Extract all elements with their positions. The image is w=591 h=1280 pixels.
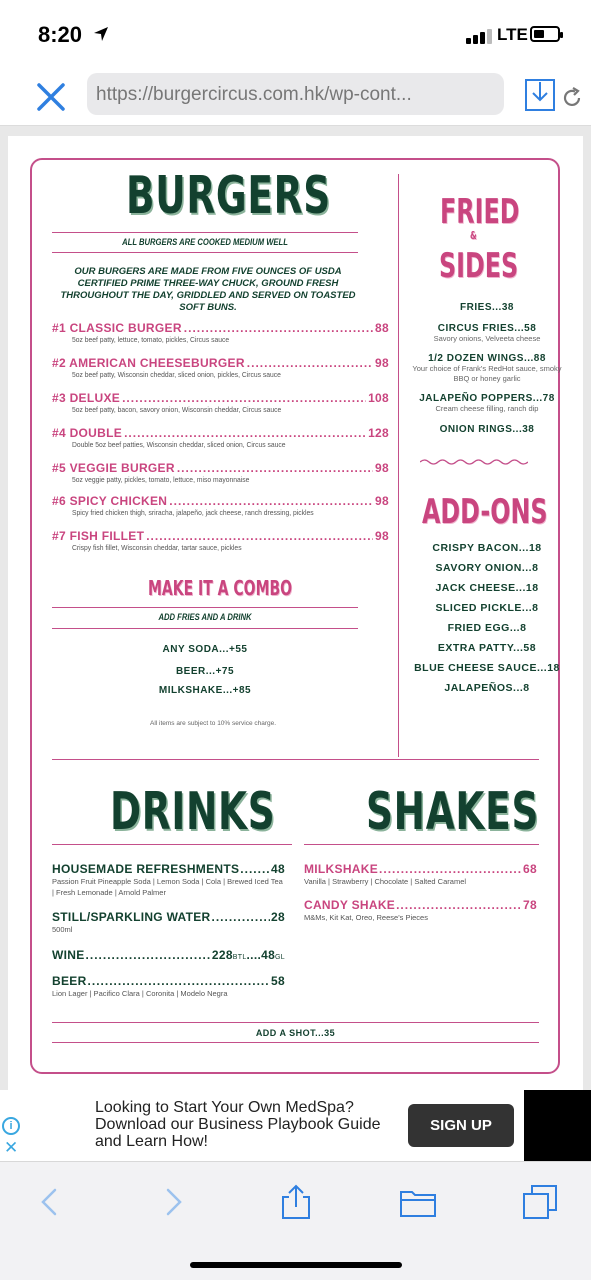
item-name: #2 AMERICAN CHEESEBURGER [52, 356, 245, 370]
drink-price: 228 [211, 948, 233, 962]
battery-icon [530, 26, 560, 42]
url-field[interactable] [87, 73, 504, 115]
shake-name: CANDY SHAKE [304, 898, 396, 912]
menu-document [8, 136, 583, 1090]
combo-item: MILKSHAKE...+85 [158, 685, 252, 696]
item-price: 98 [375, 356, 389, 370]
item-desc: 5oz beef patty, Wisconsin cheddar, sliced onion, pickles, Circus sauce [72, 370, 281, 379]
combo-subtitle: ADD FRIES AND A DRINK [158, 612, 252, 622]
addon-item: SLICED PICKLE...8 [435, 602, 539, 614]
side-item [412, 353, 562, 384]
side-name: 1/2 DOZEN WINGS...88 [428, 353, 546, 364]
item-desc: Spicy fried chicken thigh, sriracha, jalapeño, jack cheese, ranch dressing, pickles [72, 508, 314, 517]
addons-title: ADD-ONS [422, 492, 548, 532]
addon-item: JACK CHEESE...18 [435, 582, 539, 594]
ad-controls [0, 1090, 67, 1161]
drink-name: STILL/SPARKLING WATER [52, 910, 211, 924]
addon-item: CRISPY BACON...18 [432, 542, 542, 554]
burgers-title: BURGERS [126, 166, 331, 226]
close-ad-icon[interactable]: ✕ [4, 1138, 19, 1157]
item-price: 98 [375, 529, 389, 543]
divider [52, 1022, 539, 1023]
url-text: https://burgercircus.com.hk/wp-cont... [96, 84, 412, 105]
sides-ampersand: & [470, 229, 477, 242]
drink-unit-2: GL [275, 954, 285, 961]
shake-price: 68 [523, 862, 537, 876]
forward-icon[interactable] [153, 1182, 193, 1222]
menu-item [52, 321, 389, 344]
wavy-divider [420, 458, 528, 466]
divider [52, 607, 358, 608]
item-desc: 5oz beef patty, lettuce, tomato, pickles, Circus sauce [72, 335, 230, 344]
location-arrow-icon [93, 26, 109, 42]
divider [52, 628, 358, 629]
sides-title-fried: FRIED [440, 192, 520, 232]
menu-item [52, 461, 389, 484]
drink-desc: Lion Lager | Pacifico Clara | Coronita | Modelo Negra [52, 989, 228, 998]
drink-name: WINE [52, 948, 85, 962]
download-icon[interactable] [524, 76, 556, 112]
menu-item [52, 426, 389, 449]
status-bar [0, 0, 591, 68]
drink-item [52, 862, 285, 898]
side-name: JALAPEÑO POPPERS...78 [419, 393, 555, 404]
item-price: 98 [375, 461, 389, 475]
shake-desc: Vanilla | Strawberry | Chocolate | Salted Caramel [304, 877, 467, 886]
divider [52, 759, 539, 760]
item-name: #6 SPICY CHICKEN [52, 494, 168, 508]
item-desc: Crispy fish fillet, Wisconsin cheddar, tartar sauce, pickles [72, 543, 242, 552]
shake-price: 78 [523, 898, 537, 912]
share-icon[interactable] [276, 1182, 316, 1222]
folder-icon[interactable] [398, 1182, 438, 1222]
tabs-icon[interactable] [520, 1182, 560, 1222]
combo-item: ANY SODA...+55 [162, 644, 248, 655]
drink-price-2: 48 [261, 948, 276, 962]
menu-item [52, 529, 389, 552]
divider [52, 252, 358, 253]
browser-address-bar [0, 68, 591, 126]
addon-item: FRIED EGG...8 [447, 622, 527, 634]
shake-desc: M&Ms, Kit Kat, Oreo, Reese's Pieces [304, 913, 428, 922]
divider [304, 844, 539, 845]
side-item [412, 323, 562, 344]
combo-item: BEER...+75 [175, 666, 235, 677]
drink-item: WINE ..... 228 BTL .... 48 GL [52, 948, 285, 962]
status-time: 8:20 [38, 22, 83, 47]
drink-name: HOUSEMADE REFRESHMENTS [52, 862, 240, 876]
burgers-note: ALL BURGERS ARE COOKED MEDIUM WELL [122, 237, 288, 247]
side-name: ONION RINGS...38 [439, 424, 535, 435]
addon-item: EXTRA PATTY...58 [437, 642, 537, 654]
back-icon[interactable] [30, 1182, 70, 1222]
drink-desc: Passion Fruit Pineapple Soda | Lemon Soda | Cola | Brewed Iced Tea | Fresh Lemonade | Arnold Palmer [52, 877, 283, 897]
ad-banner[interactable] [0, 1090, 591, 1161]
side-desc: Your choice of Frank's RedHot sauce, smoky BBQ or honey garlic [412, 364, 562, 383]
drink-price: 48 [271, 862, 285, 876]
signal-icon [466, 28, 492, 44]
divider [52, 232, 358, 233]
column-divider [398, 174, 399, 757]
divider [52, 1042, 539, 1043]
reload-icon[interactable] [560, 86, 584, 110]
side-item [412, 424, 562, 435]
item-name: #1 CLASSIC BURGER [52, 321, 182, 335]
info-icon[interactable]: i [2, 1117, 20, 1135]
service-note: All items are subject to 10% service charge. [150, 720, 277, 727]
drink-name: BEER [52, 974, 87, 988]
drink-item [52, 910, 285, 935]
home-indicator [190, 1262, 402, 1268]
drink-unit: BTL [232, 954, 247, 961]
item-price: 88 [375, 321, 389, 335]
side-name: FRIES...38 [460, 302, 514, 313]
network-type: LTE [497, 25, 528, 44]
menu-item [52, 356, 389, 379]
shake-name: MILKSHAKE [304, 862, 379, 876]
drink-price: 28 [271, 910, 285, 924]
sign-up-button[interactable]: SIGN UP [408, 1104, 514, 1147]
drinks-title: DRINKS [110, 782, 276, 842]
combo-title: MAKE IT A COMBO [148, 576, 293, 600]
shake-item [304, 898, 537, 923]
menu-item [52, 391, 389, 414]
side-item [412, 302, 562, 313]
sides-title-sides: SIDES [439, 246, 519, 286]
addon-item: BLUE CHEESE SAUCE...18 [414, 662, 560, 674]
drink-price: 58 [271, 974, 285, 988]
item-name: #7 FISH FILLET [52, 529, 145, 543]
addon-item: JALAPEÑOS...8 [444, 682, 530, 694]
side-desc: Cream cheese filling, ranch dip [435, 404, 539, 413]
item-name: #4 DOUBLE [52, 426, 123, 440]
drink-item [52, 974, 285, 999]
item-price: 98 [375, 494, 389, 508]
ad-text: Looking to Start Your Own MedSpa? Download our Business Playbook Guide and Learn How! [95, 1099, 381, 1150]
item-desc: Double 5oz beef patties, Wisconsin cheddar, sliced onion, Circus sauce [72, 440, 286, 449]
side-desc: Savory onions, Velveeta cheese [433, 334, 541, 343]
item-name: #3 DELUXE [52, 391, 121, 405]
menu-item [52, 494, 389, 517]
burgers-intro: OUR BURGERS ARE MADE FROM FIVE OUNCES OF USDA CERTIFIED PRIME THREE-WAY CHUCK, GROUND FRESH THROUGHOUT THE DAY, GRIDDLED AND SERVED ON TOASTED SOFT BUNS. [60, 266, 356, 313]
page-viewport[interactable] [0, 126, 591, 1090]
item-name: #5 VEGGIE BURGER [52, 461, 175, 475]
item-price: 128 [368, 426, 389, 440]
drink-desc: 500ml [52, 925, 73, 934]
item-desc: 5oz veggie patty, pickles, tomato, lettuce, miso mayonnaise [72, 475, 250, 484]
side-item [412, 393, 562, 414]
shakes-title: SHAKES [366, 782, 540, 842]
addon-item: SAVORY ONION...8 [435, 562, 539, 574]
divider [52, 844, 292, 845]
close-icon[interactable] [34, 80, 68, 114]
item-desc: 5oz beef patty, bacon, savory onion, Wisconsin cheddar, Circus sauce [72, 405, 282, 414]
add-shot: ADD A SHOT...35 [255, 1028, 336, 1038]
side-name: CIRCUS FRIES...58 [437, 323, 537, 334]
item-price: 108 [368, 391, 389, 405]
shake-item [304, 862, 537, 887]
ad-content[interactable] [67, 1090, 524, 1161]
